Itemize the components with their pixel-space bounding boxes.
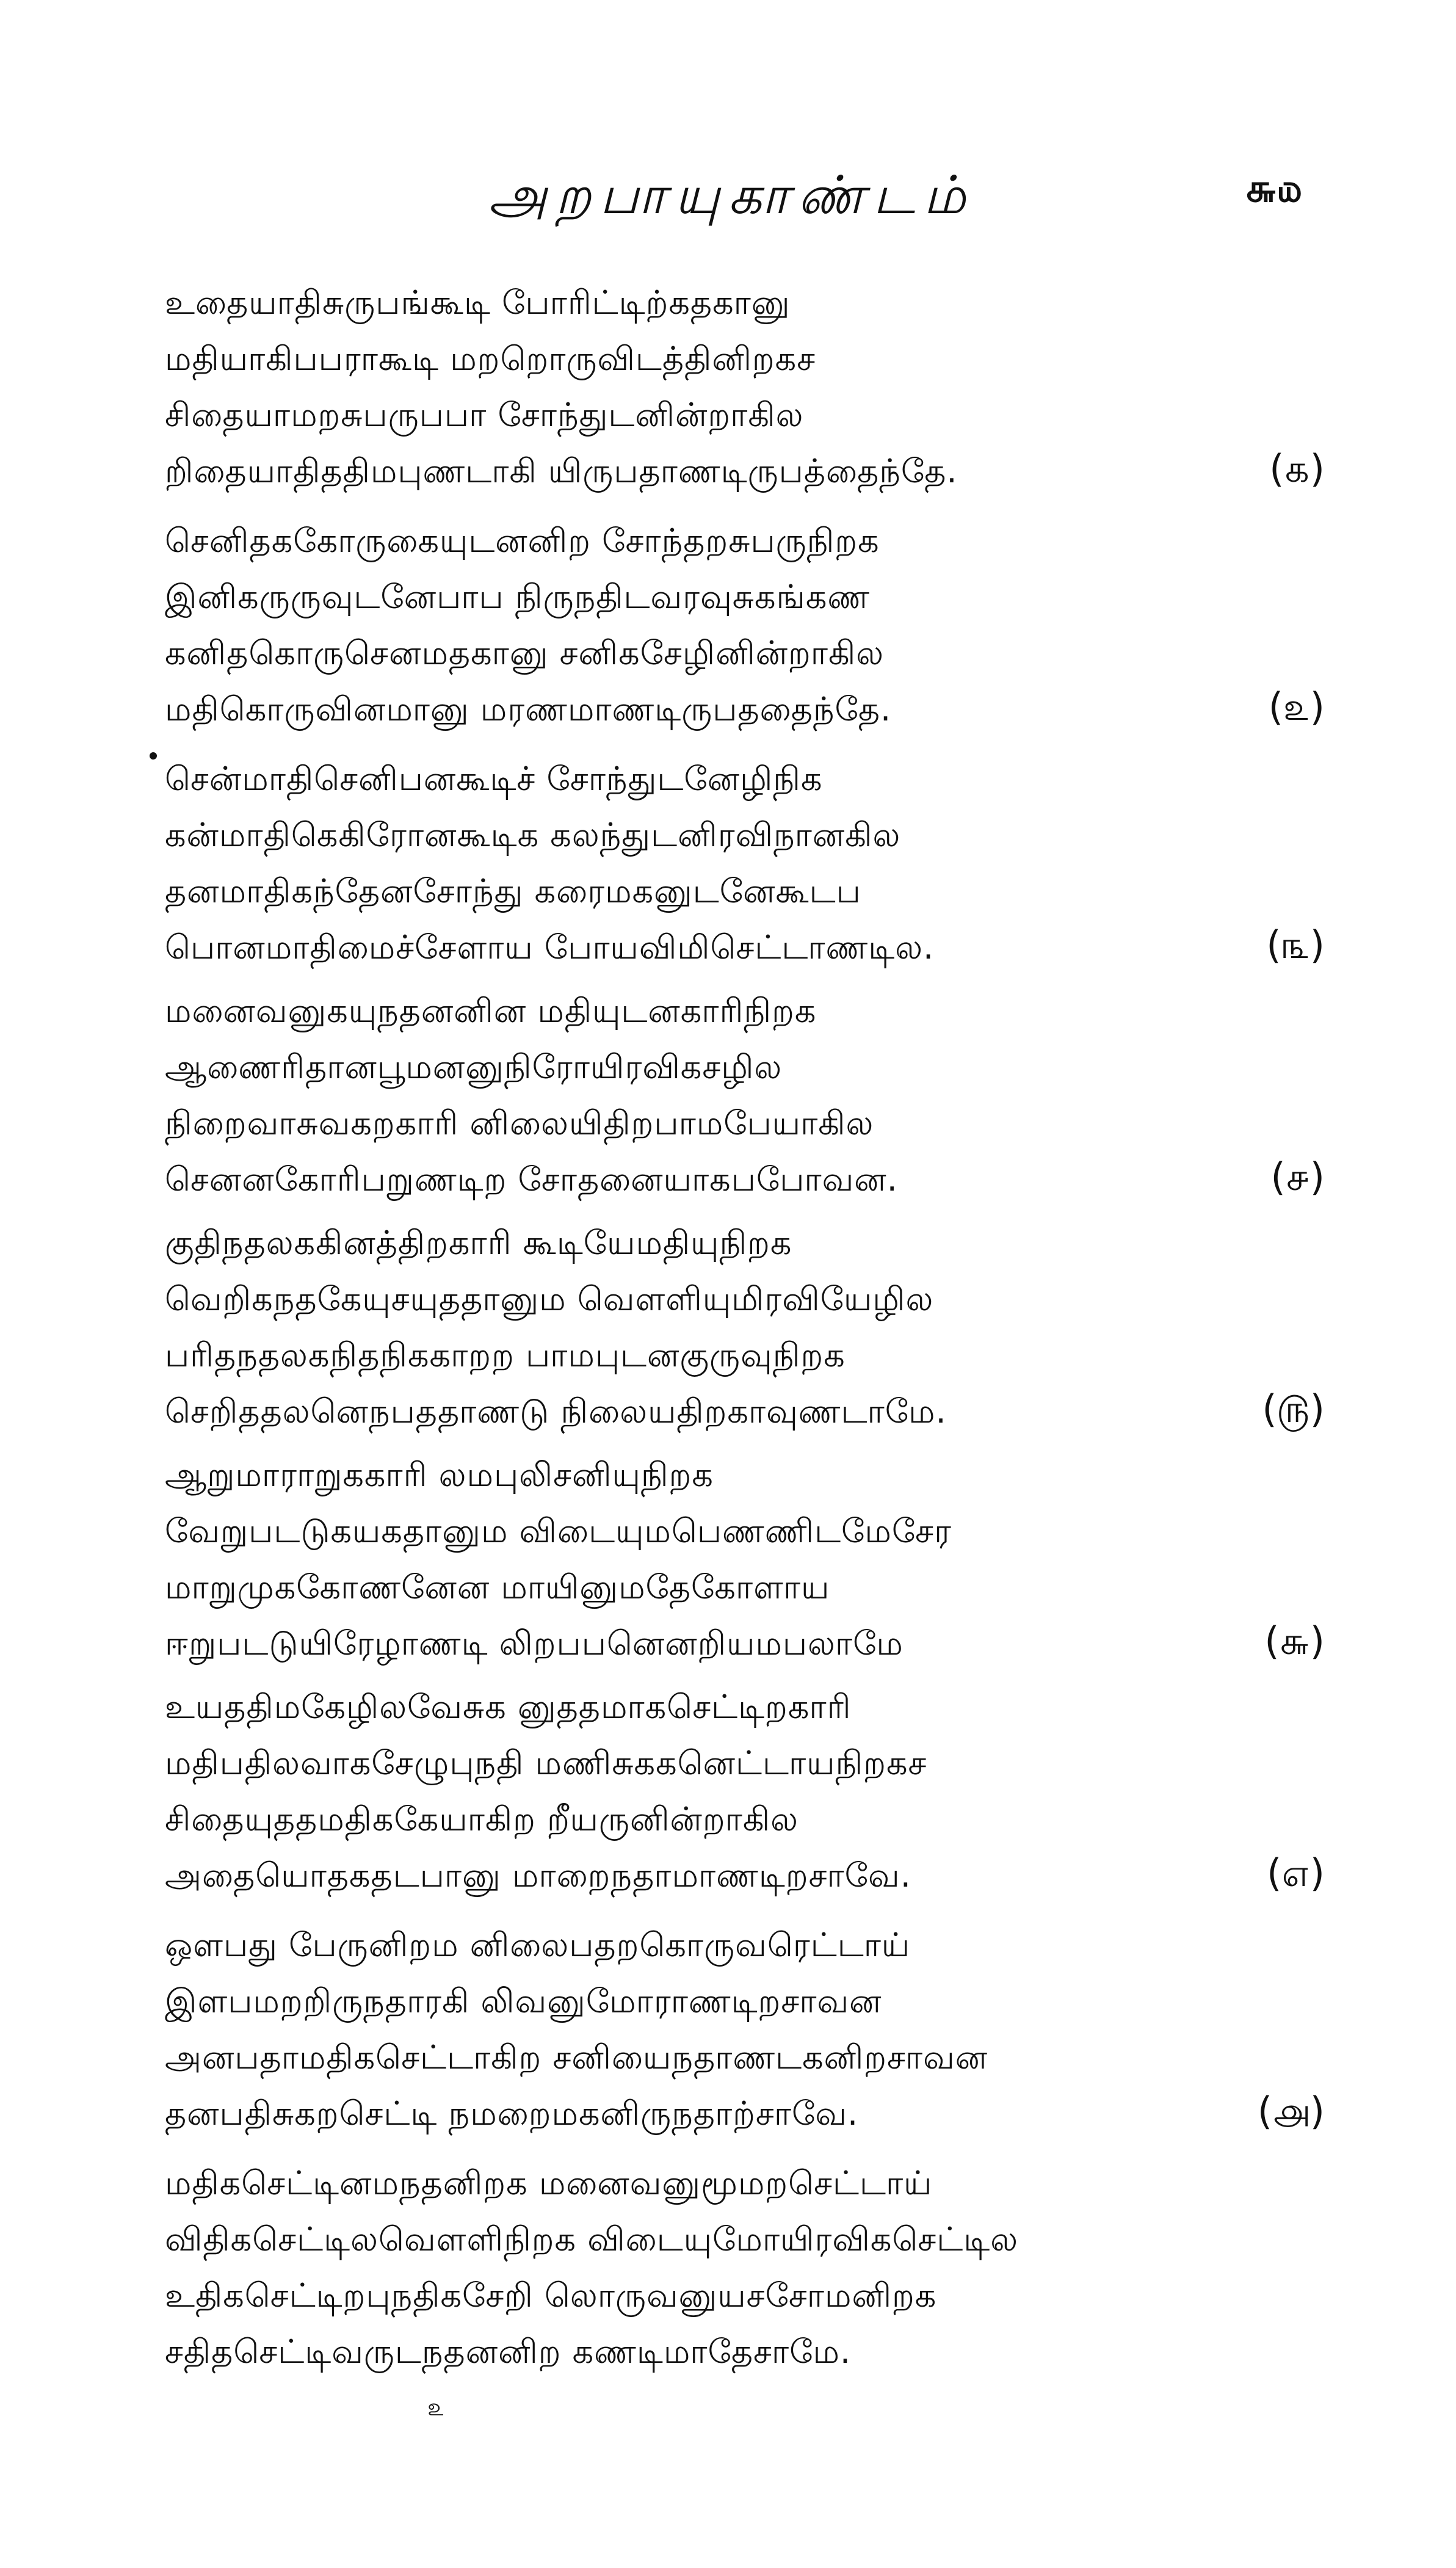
stanza-1 xyxy=(165,275,1325,499)
verse-line: சிதையுததமதிககேயாகிற றீயருனின்றாகில xyxy=(165,1800,799,1838)
verse-line: இளபமறறிருநதாரகி லிவனுமோராணடிறசாவன xyxy=(165,1982,882,2020)
verse-line: குதிநதலககினத்திறகாரி கூடியேமதியுநிறக xyxy=(165,1224,792,1262)
verse-number: (௩) xyxy=(1266,923,1325,967)
stanza-8 xyxy=(165,1917,1325,2142)
verse-line: உயததிமகேழிலவேசுக னுததமாகசெட்டிறகாரி xyxy=(165,1688,852,1726)
verse-line: கன்மாதிகெகிரோனகூடிக கலந்துடனிரவிநானகில xyxy=(165,816,901,854)
footer-signature-mark: ௨ xyxy=(427,2393,445,2421)
verse-line: தனமாதிகந்தேனசோந்து கரைமகனுடனேகூடப xyxy=(165,872,861,910)
verse-line: மதிகசெட்டினமநதனிறக மனைவனுமூமறசெட்டாய் xyxy=(165,2164,933,2202)
verse-line: ஆணைரிதானபூமனனுநிரோயிரவிகசழில xyxy=(165,1048,783,1086)
stanza-4 xyxy=(165,983,1325,1208)
verse-line: நிறைவாசுவகறகாரி னிலையிதிறபாமபேயாகில xyxy=(165,1104,874,1142)
verse-line: அனபதாமதிகசெட்டாகிற சனியைநதாணடகனிறசாவன xyxy=(165,2038,988,2077)
verse-line: பரிதநதலகநிதநிககாறற பாமபுடனகுருவுநிறக xyxy=(165,1336,846,1374)
verse-number: (௮) xyxy=(1257,2089,1325,2133)
verse-number: (௪) xyxy=(1270,1155,1325,1199)
verse-line: ஒளபது பேருனிறம னிலைபதறகொருவரெட்டாய் xyxy=(165,1926,911,1964)
verse-line: கனிதகொருசெனமதகானு சனிகசேழினின்றாகில xyxy=(165,634,885,672)
verse-number: (௫) xyxy=(1262,1387,1325,1431)
verse-line: உதிகசெட்டிறபுநதிகசேறி லொருவனுயசசோமனிறக xyxy=(165,2276,937,2315)
verse-line: ஆறுமாராறுககாரி லமபுலிசனியுநிறக xyxy=(165,1456,714,1494)
verse-line: சென்மாதிசெனிபனகூடிச் சோந்துடனேழிநிக xyxy=(165,760,823,798)
stanza-7 xyxy=(165,1679,1325,1904)
ink-speck xyxy=(150,752,157,760)
stanza-5 xyxy=(165,1215,1325,1440)
verse-line: மனைவனுகயுநதனனின மதியுடனகாரிநிறக xyxy=(165,992,817,1030)
verse-number: (௭) xyxy=(1267,1851,1325,1895)
verse-number: (௨) xyxy=(1268,684,1325,729)
verse-line: பொனமாதிமைச்சேளாய போயவிமிசெட்டாணடில. xyxy=(165,928,935,967)
verse-line: வேறுபடடுகயகதானும விடையுமபெணணிடமேசேர xyxy=(165,1512,952,1550)
verse-number: (௧) xyxy=(1269,446,1325,491)
verse-line: செனனகோரிபறுணடிற சோதனையாகபபோவன. xyxy=(165,1160,898,1199)
page-number: ௬௰ xyxy=(1245,166,1303,211)
stanza-3 xyxy=(165,751,1325,976)
stanza-9 xyxy=(165,2155,1325,2380)
verse-line: மதிகொருவினமானு மரணமாணடிருபததைந்தே. xyxy=(165,690,892,728)
stanza-2 xyxy=(165,513,1325,738)
verse-number: (௬) xyxy=(1264,1619,1325,1663)
verse-line: மதியாகிபபராகூடி மறறொருவிடத்தினிறகச xyxy=(165,339,816,378)
verse-line: உதையாதிசுருபங்கூடி போரிட்டிற்கதகானு xyxy=(165,283,791,322)
page-title: அறபாயுகாண்டம் xyxy=(488,165,974,226)
verse-line: ஈறுபடடுயிரேழாணடி லிறபபனெனறியமபலாமே xyxy=(165,1624,904,1663)
verse-line: வெறிகநதகேயுசயுததானும வெளளியுமிரவியேழில xyxy=(165,1280,934,1318)
verse-line: செறிததலனெநபததாணடு நிலையதிறகாவுணடாமே. xyxy=(165,1392,947,1431)
verse-line: அதையொதகதடபானு மாறைநதாமாணடிறசாவே. xyxy=(165,1856,911,1895)
verse-line: றிதையாதிததிமபுணடாகி யிருபதாணடிருபத்தைந்தே. xyxy=(165,452,958,490)
stanza-6 xyxy=(165,1447,1325,1672)
verse-line: சிதையாமறசுபருபபா சோந்துடனின்றாகில xyxy=(165,396,804,434)
verse-line: செனிதககோருகையுடனனிற சோந்தறசுபருநிறக xyxy=(165,521,880,560)
verse-line: மதிபதிலவாகசேழுபுநதி மணிசுககனெட்டாயநிறகச xyxy=(165,1744,927,1782)
verse-line: சதிதசெட்டிவருடநதனனிற கணடிமாதேசாமே. xyxy=(165,2332,852,2371)
verse-line: மாறுமுககோணனேன மாயினுமதேகோளாய xyxy=(165,1568,830,1606)
verse-line: தனபதிசுகறசெட்டி நமறைமகனிருநதாற்சாவே. xyxy=(165,2094,859,2133)
verse-line: இனிகருருவுடனேபாப நிருநதிடவரவுசுகங்கண xyxy=(165,578,871,616)
verse-line: விதிகசெட்டிலவெளளிநிறக விடையுமோயிரவிகசெட்டில xyxy=(165,2220,1019,2258)
